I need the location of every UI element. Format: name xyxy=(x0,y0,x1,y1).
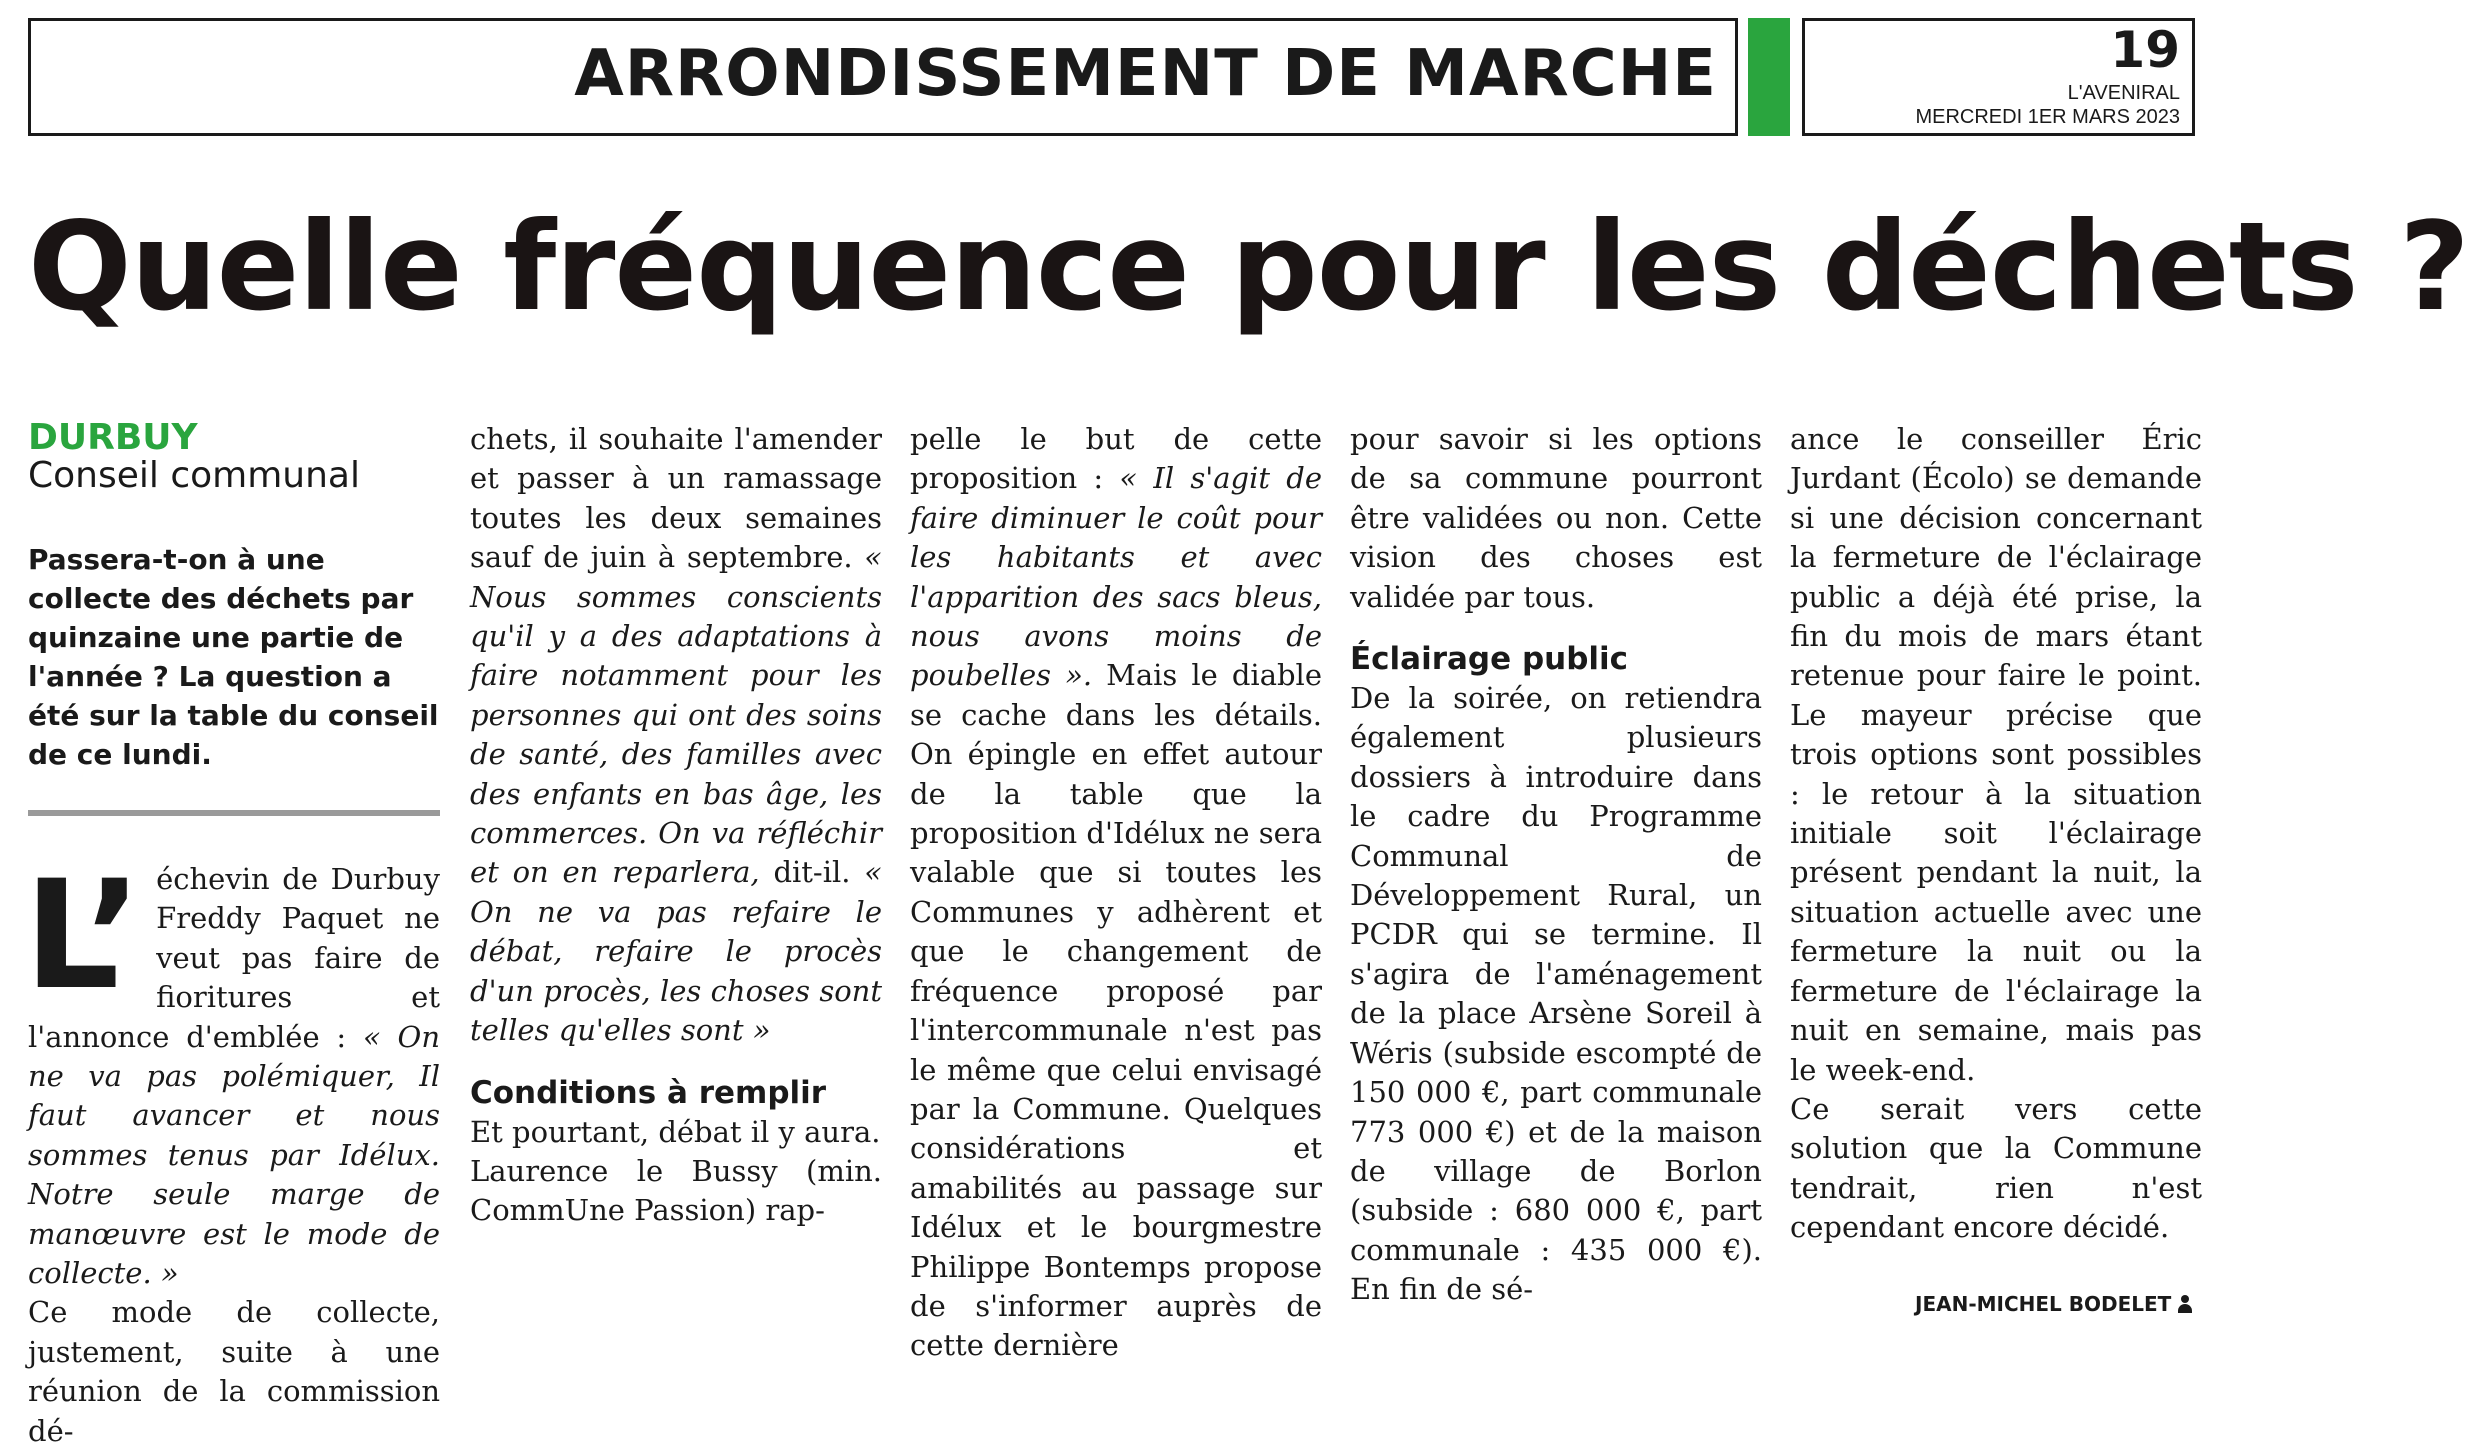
paragraph: Laurence le Bussy (min. CommUne Passion) rap- xyxy=(470,1153,882,1228)
author-byline: JEAN-MICHEL BODELET xyxy=(1915,1292,2193,1316)
article-column-1 xyxy=(24,417,441,1451)
article-column-5 xyxy=(1790,420,2202,1248)
divider xyxy=(28,810,440,816)
article-lead: Passera-t-on à une collecte des déchets par quinzaine une partie de l'année ? La question a été sur la table du conseil de ce lundi. xyxy=(28,543,439,771)
newspaper-name: L'AVENIRAL xyxy=(2067,82,2180,104)
quote: « On ne va pas refaire le débat, refaire le procès d'un procès, les choses sont telles qu'elles sont » xyxy=(470,855,883,1048)
article-column-2 xyxy=(470,420,882,1231)
kicker-topic: Conseil communal xyxy=(28,455,360,496)
quote: « On ne va pas polémiquer, Il faut avancer et nous sommes tenus par Idélux. Notre seule marge de manœuvre est le mode de collecte. » xyxy=(28,1019,441,1291)
paragraph: ance le conseiller Éric Jurdant (Écolo) se demande si une décision concernant la fermeture de l'éclairage public a déjà été prise, la fin du mois de mars étant retenue pour faire le point. Le mayeur précise que trois options sont possibles : le retour à la situation initiale soit l'éclairage présent pendant la nuit, la situation actuelle avec une fermeture la nuit ou la fermeture de l'éclairage la nuit en semaine, mais pas le week-end. xyxy=(1790,422,2202,1087)
kicker-town: DURBUY xyxy=(28,417,198,458)
quote: « Nous sommes conscients qu'il y a des adaptations à faire notamment pour les personnes qui ont des soins de santé, des familles avec des enfants en bas âge, les commerces. On va réfléchir et on en reparlera, xyxy=(470,540,883,890)
subheading: Éclairage public xyxy=(1350,641,1629,678)
paragraph: chets, il souhaite l'amender et passer à un ramassage toutes les deux semaines sauf de juin à septembre. « Nous sommes conscients qu'il y a des adaptations à faire notamment pour les personnes qui ont des soins de santé, des familles avec des enfants en bas âge, les commerces. On va réfléchir et on en reparlera, dit-il. « On ne va pas refaire le débat, refaire le procès d'un procès, les choses sont telles qu'elles sont » xyxy=(470,422,883,1048)
section-banner xyxy=(28,18,1738,136)
section-title: ARRONDISSEMENT DE MARCHE xyxy=(574,37,1717,111)
subheading: Conditions à remplir xyxy=(470,1074,827,1111)
paragraph: De la soirée, on retiendra également plusieurs dossiers à introduire dans le cadre du Programme Communal de Développement Rural, un PCDR qui se termine. Il s'agira de l'aménagement de la place Arsène Soreil à Wéris (subside escompté de 150 000 €, part communale 773 000 €) et de la maison de village de Borlon (subside : 680 000 €, part communale : 435 000 €). En fin de sé- xyxy=(1350,681,1762,1307)
drop-cap: L’ xyxy=(24,849,143,1023)
accent-bar xyxy=(1748,18,1790,136)
article-column-3 xyxy=(910,420,1322,1366)
page-info-box xyxy=(1802,18,2195,136)
user-icon xyxy=(2177,1295,2193,1313)
quote: « Il s'agit de faire diminuer le coût pour les habitants et avec l'apparition des sacs bleus, nous avons moins de poubelles ». xyxy=(910,461,1322,693)
paragraph: Ce mode de collecte, justement, suite à une réunion de la commission dé- xyxy=(28,1295,440,1448)
paragraph: Et pourtant, débat il y aura. xyxy=(470,1114,881,1149)
publication-date: MERCREDI 1ER MARS 2023 xyxy=(1915,106,2180,128)
paragraph: pour savoir si les options de sa commune pourront être validées ou non. Cette vision des choses est validée par tous. xyxy=(1350,422,1762,614)
paragraph: Ce serait vers cette solution que la Commune tendrait, rien n'est cependant encore décidé. xyxy=(1790,1091,2202,1245)
paragraph: échevin de Durbuy Freddy Paquet ne veut pas faire de fioritures et l'annonce d'emblée : « On ne va pas polémiquer, Il faut avancer et nous sommes tenus par Idélux. Notre seule marge de manœuvre est le mode de collecte. » xyxy=(28,862,441,1291)
article-column-4 xyxy=(1350,420,1762,1310)
article-headline: Quelle fréquence pour les déchets ? xyxy=(28,196,2469,338)
page-number: 19 xyxy=(2110,21,2180,79)
paragraph: pelle le but de cette proposition : « Il s'agit de faire diminuer le coût pour les habitants et avec l'apparition des sacs bleus, nous avons moins de poubelles ». Mais le diable se cache dans les détails. On épingle en effet autour de la table que la proposition d'Idélux ne sera valable que si toutes les Communes y adhèrent et que le changement de fréquence proposé par l'intercommunale n'est pas le même que celui envisagé par la Commune. Quelques considérations et amabilités au passage sur Idélux et le bourgmestre Philippe Bontemps propose de s'informer auprès de cette dernière xyxy=(910,422,1322,1363)
